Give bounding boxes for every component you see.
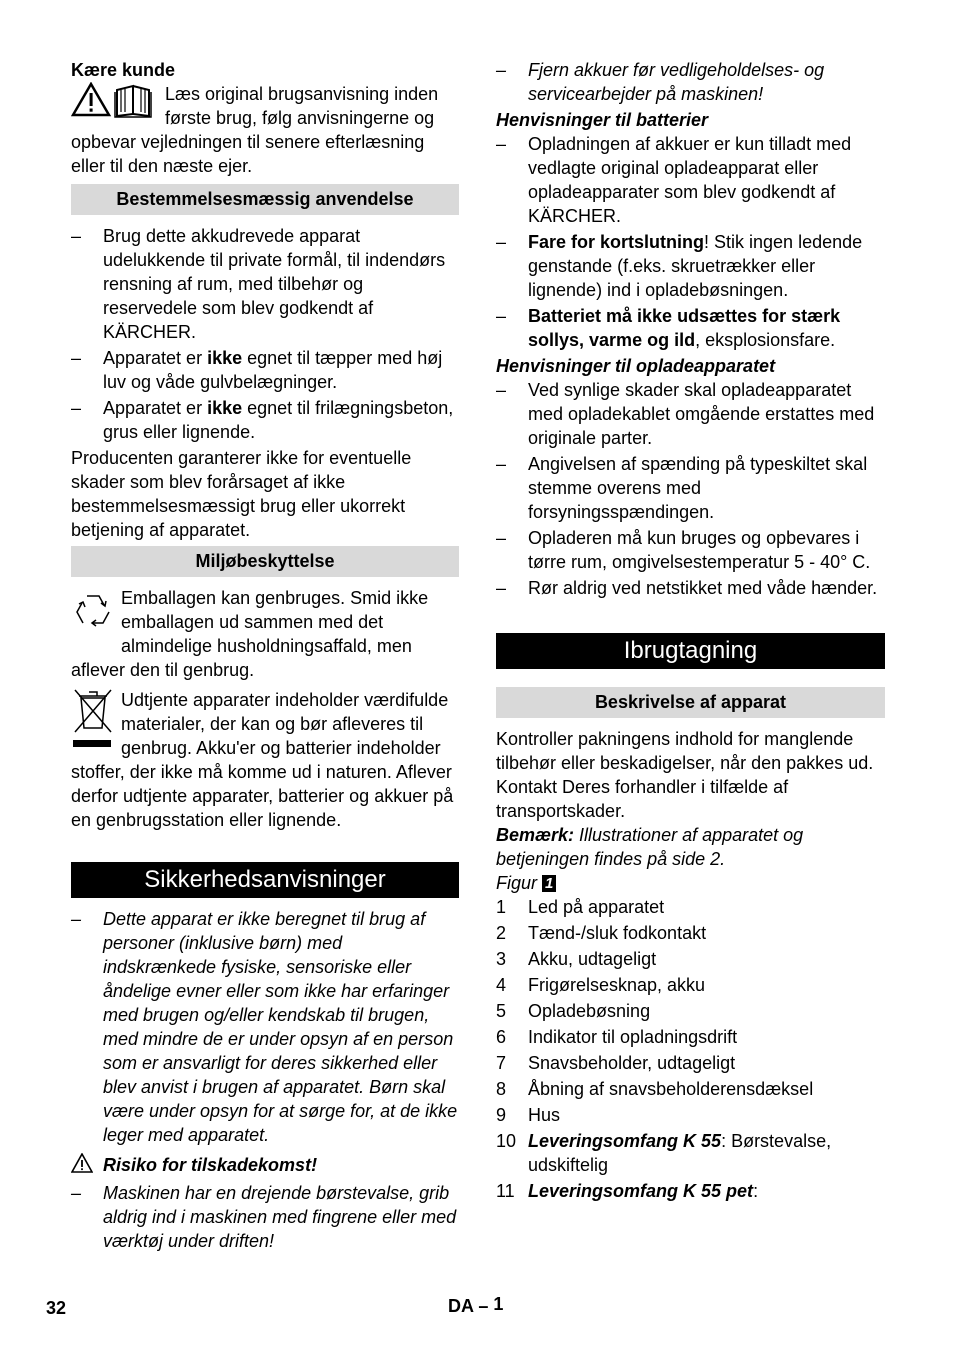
recycle-icon — [71, 590, 115, 640]
list-item: – Batteriet må ikke udsættes for stærk sollys, varme og ild, eksplosionsfare. — [496, 304, 885, 352]
list-item: 2 Tænd-/sluk fodkontakt — [496, 923, 707, 943]
section-heading-start-up: Ibrugtagning — [496, 633, 885, 669]
paragraph: Udtjente apparater indeholder værdifulde materialer, der kan og bør afleveres til genbrug. Akku'er og batterier indeholder stoffer, der ikke må komme ud i naturen. Aflever derfor udtjente apparater, batterier og akkuer på en genbrugsstation eller lignende. — [71, 690, 454, 830]
risk-heading: Risiko for tilskadekomst! — [71, 1153, 459, 1177]
list-item: – Opladeren må kun bruges og opbevares i tørre rum, omgivelsestemperatur 5 - 40° C. — [496, 526, 885, 574]
list-item: 7 Snavsbeholder, udtageligt — [496, 1053, 736, 1073]
intro-text: Læs original brugsanvisning inden første brug, følg anvisningerne og opbevar vejledningen til senere efterlæsning eller til den næste ejer. — [71, 84, 439, 176]
section-heading-description: Beskrivelse af apparat — [496, 687, 885, 718]
list-item: 9 Hus — [496, 1105, 561, 1125]
list-item: 10 Leveringsomfang K 55: Børstevalse, udskiftelig — [496, 1131, 832, 1175]
warning-icon — [71, 1153, 93, 1179]
section-heading-intended-use: Bestemmelsesmæssig anvendelse — [71, 184, 459, 215]
right-column — [496, 58, 885, 1205]
parts-list — [496, 895, 885, 1127]
figure-number-badge: 1 — [542, 875, 556, 892]
list-item: 5 Opladebøsning — [496, 1001, 651, 1021]
list-item: – Rør aldrig ved netstikket med våde hænder. — [496, 576, 885, 600]
list-item: – Ved synlige skader skal opladeapparatet med opladekablet omgående erstattes med originale parter. — [496, 378, 885, 450]
list-item: – Opladningen af akkuer er kun tilladt med vedlagte original opladeapparat eller opladeapparater som blev godkendt af KÄRCHER. — [496, 132, 885, 228]
intro-block — [71, 82, 459, 178]
list-item: 11 Leveringsomfang K 55 pet: — [496, 1181, 759, 1201]
crossed-bin-icon — [71, 688, 115, 754]
subheading-charger: Henvisninger til opladeapparatet — [496, 356, 776, 376]
list-item: – Apparatet er ikke egnet til tæpper med høj luv og våde gulvbelægninger. — [71, 346, 459, 394]
list-item: – Brug dette akkudrevede apparat udelukkende til private formål, til indendørs rensning af rum, med tilbehør og reservedele som blev godkendt af KÄRCHER. — [71, 224, 459, 344]
paragraph: Producenten garanterer ikke for eventuelle skader som blev forårsaget af ikke bestemmelsesmæssigt brug eller ukorrekt betjening af apparatet. — [71, 448, 412, 540]
figure-reference: Figur 1 — [496, 871, 885, 895]
list-item: 1 Led på apparatet — [496, 897, 665, 917]
recycle-block — [71, 586, 459, 682]
list-item: – Dette apparat er ikke beregnet til brug af personer (inklusive børn) med indskrænkede fysiske, sensoriske eller åndelige evner eller som ikke har erfaringer med brugen og/eller kendskab til brugen, med mindre de er under opsyn af en person som er ansvarligt for deres sikkerhed eller blev anvist i brugen af apparatet. Børn skal være under opsyn for at sørge for, at de ikke leger med apparatet. — [71, 907, 459, 1147]
list-item: – Fare for kortslutning! Stik ingen ledende genstande (f.eks. skruetrækker eller lignende) ind i opladebøsningen. — [496, 230, 885, 302]
greeting: Kære kunde — [71, 60, 176, 80]
list-item: – Apparatet er ikke egnet til frilægningsbeton, grus eller lignende. — [71, 396, 459, 444]
note: Bemærk: Illustrationer af apparatet og betjeningen findes på side 2. — [496, 825, 804, 869]
list-item: 6 Indikator til opladningsdrift — [496, 1027, 738, 1047]
weee-block — [71, 688, 459, 832]
section-heading-safety: Sikkerhedsanvisninger — [71, 862, 459, 898]
warning-manual-icon — [71, 82, 159, 124]
paragraph: Emballagen kan genbruges. Smid ikke emballagen ud sammen med det almindelige husholdningsaffald, men aflever den til genbrug. — [71, 588, 429, 680]
list-item: – Angivelsen af spænding på typeskiltet skal stemme overens med forsyningsspændingen. — [496, 452, 885, 524]
page-number: 32 — [46, 1298, 67, 1318]
left-column — [71, 58, 459, 1255]
list-item: 8 Åbning af snavsbeholderensdæksel — [496, 1079, 814, 1099]
paragraph: Kontroller pakningens indhold for manglende tilbehør eller beskadigelser, når den pakkes ud. Kontakt Deres forhandler i tilfælde af transportskader. — [496, 729, 874, 821]
list-item: – Maskinen har en drejende børstevalse, grib aldrig ind i maskinen med fingrene eller med værktøj under driften! — [71, 1181, 459, 1253]
footer-lang: DA – 1 — [448, 1294, 504, 1316]
section-heading-environment: Miljøbeskyttelse — [71, 546, 459, 577]
list-item: – Fjern akkuer før vedligeholdelses- og servicearbejder på maskinen! — [496, 58, 885, 106]
subheading-batteries: Henvisninger til batterier — [496, 110, 709, 130]
list-item: 4 Frigørelsesknap, akku — [496, 975, 706, 995]
list-item: 3 Akku, udtageligt — [496, 949, 657, 969]
